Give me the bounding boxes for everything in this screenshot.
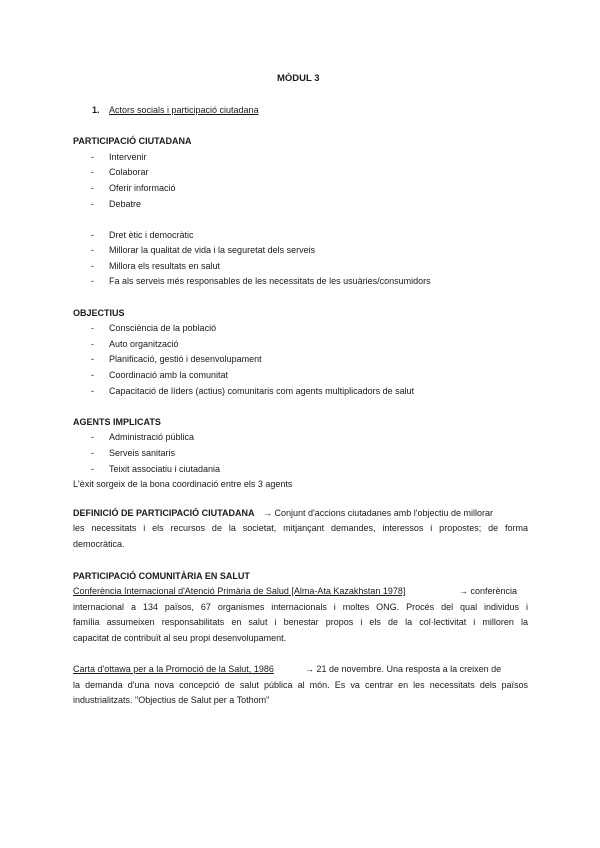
- list-item: Coordinació amb la comunitat: [109, 370, 229, 380]
- list-item: Administració pública: [109, 432, 195, 442]
- dash-bullet: -: [91, 354, 94, 364]
- conf-link[interactable]: Conferència Internacional d'Atenció Primària de Salud [Alma-Ata Kazakhstan 1978]: [73, 586, 406, 596]
- dash-bullet: -: [91, 448, 94, 458]
- module-title: MÒDUL 3: [277, 73, 320, 84]
- dash-bullet: -: [91, 323, 94, 333]
- dash-bullet: -: [91, 167, 94, 177]
- definicio-label: DEFINICIÓ DE PARTICIPACIÓ CIUTADANA: [73, 508, 255, 518]
- list-item: Fa als serveis més responsables de les necessitats de les usuàries/consumidors: [109, 276, 431, 286]
- agents-note: L'èxit sorgeix de la bona coordinació entre els 3 agents: [73, 479, 293, 489]
- agents-heading: AGENTS IMPLICATS: [73, 417, 161, 427]
- dash-bullet: -: [91, 464, 94, 474]
- list-item: Dret ètic i democràtic: [109, 230, 194, 240]
- list-item: Millorar la qualitat de vida i la seguretat dels serveis: [109, 245, 316, 255]
- definicio-line2: les necessitats i els recursos de la societat, mitjançant demandes, interessos i propostes; de forma: [73, 523, 528, 533]
- participacio-heading: PARTICIPACIÓ CIUTADANA: [73, 136, 192, 146]
- ottawa-link[interactable]: Carta d'ottawa per a la Promoció de la Salut, 1986: [73, 664, 274, 674]
- list-item: Teixit associatiu i ciutadania: [109, 464, 221, 474]
- objectius-heading: OBJECTIUS: [73, 308, 125, 318]
- dash-bullet: -: [91, 370, 94, 380]
- dash-bullet: -: [91, 276, 94, 286]
- ottawa-line2: la demanda d'una nova concepció de salut pública al món. Es va centrar en les necessitats dels països: [73, 680, 528, 690]
- ottawa-line3: industrialitzats. "Objectius de Salut per a Tothom": [73, 695, 270, 705]
- conf-line4: capacitat de contribuït al seu propi desenvolupament.: [73, 633, 287, 643]
- conf-line3: família assumeixen responsabilitats en salut i benestar propos i els de la col·lectivitat i milloren la: [73, 617, 528, 627]
- list-item: Planificació, gestió i desenvolupament: [109, 354, 262, 364]
- conf-line2: internacional a 134 països, 67 organismes internacionals i moltes ONG. Procés del qual individus i: [73, 602, 528, 612]
- list-item: Intervenir: [109, 152, 147, 162]
- section-title: Actors socials i participació ciutadana: [109, 105, 259, 115]
- list-item: Debatre: [109, 199, 142, 209]
- list-item: Capacitació de líders (actius) comunitaris com agents multiplicadors de salut: [109, 386, 415, 396]
- list-item: Consciència de la població: [109, 323, 217, 333]
- dash-bullet: -: [91, 230, 94, 240]
- dash-bullet: -: [91, 152, 94, 162]
- list-item: Millora els resultats en salut: [109, 261, 221, 271]
- dash-bullet: -: [91, 339, 94, 349]
- dash-bullet: -: [91, 261, 94, 271]
- list-item: Colaborar: [109, 167, 149, 177]
- conf-line1: → conferència: [459, 586, 518, 596]
- comunitaria-heading: PARTICIPACIÓ COMUNITÀRIA EN SALUT: [73, 571, 250, 581]
- definicio-line1: → Conjunt d'accions ciutadanes amb l'objectiu de millorar: [263, 508, 494, 518]
- dash-bullet: -: [91, 199, 94, 209]
- dash-bullet: -: [91, 432, 94, 442]
- list-item: Oferir informació: [109, 183, 176, 193]
- dash-bullet: -: [91, 183, 94, 193]
- section-number: 1.: [92, 105, 100, 115]
- definicio-line3: democràtica.: [73, 539, 125, 549]
- list-item: Auto organització: [109, 339, 179, 349]
- list-item: Serveis sanitaris: [109, 448, 176, 458]
- dash-bullet: -: [91, 386, 94, 396]
- dash-bullet: -: [91, 245, 94, 255]
- ottawa-line1: → 21 de novembre. Una resposta a la creixen de: [305, 664, 502, 674]
